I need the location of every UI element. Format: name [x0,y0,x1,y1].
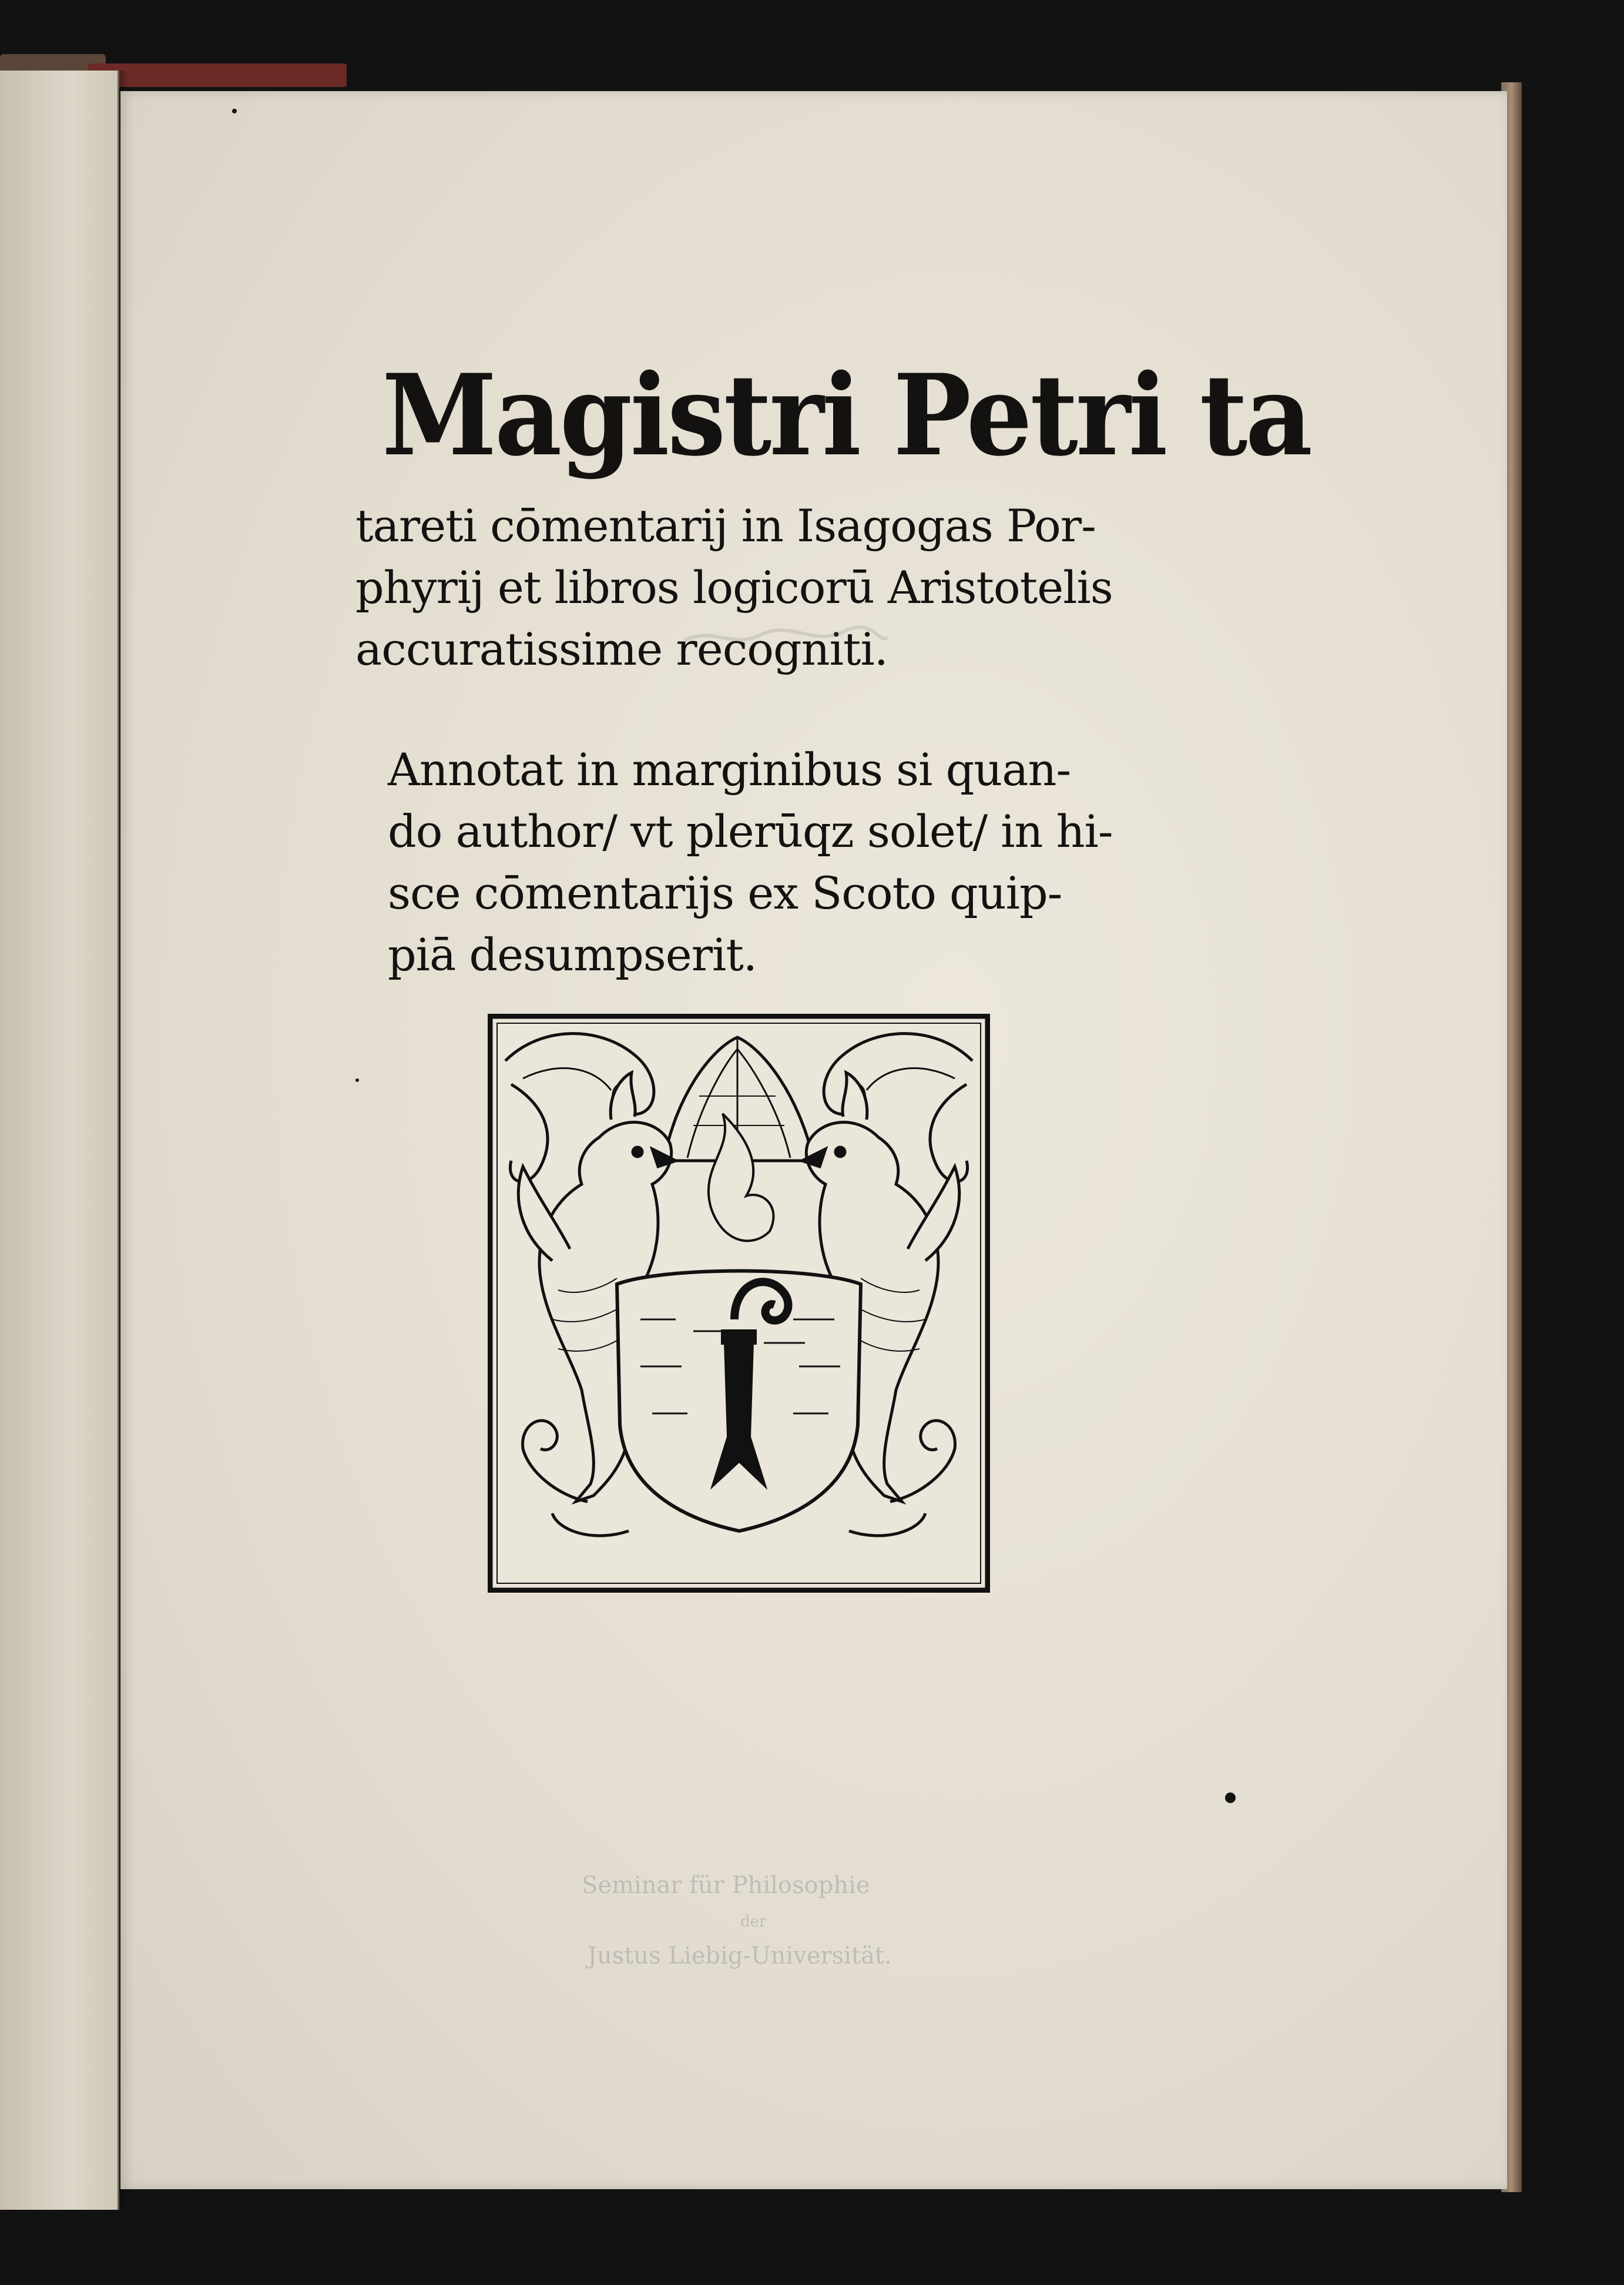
annotation-line: do author/ vt plerūqz solet/ in hi- [388,805,1113,857]
stamp-line: Seminar für Philosophie [582,1872,870,1899]
annotation-line: piā desumpserit. [388,929,757,981]
title-line: phyrij et libros logicorū Aristotelis [355,561,1113,614]
title-line: tareti cōmentarij in Isagogas Por- [355,500,1096,552]
ink-speck [232,109,237,113]
library-stamp [582,1872,993,2025]
title-heading: Magistri Petri ta [382,350,1311,481]
ink-speck [355,1078,359,1082]
stamp-line: der [740,1913,767,1931]
shield-of-basel [617,1271,861,1532]
woodcut-coat-of-arms [488,1014,990,1593]
ink-speck [1225,1793,1236,1803]
title-page [120,91,1507,2189]
stamp-line: Justus Liebig-Universität. [588,1942,892,1969]
title-line: accuratissime recogniti. [355,623,888,675]
faint-ink-mark [679,620,890,655]
facing-page-edge [0,71,119,2210]
annotation-line: Annotat in marginibus si quan- [388,743,1071,796]
annotation-line: sce cōmentarijs ex Scoto quip- [388,867,1062,919]
